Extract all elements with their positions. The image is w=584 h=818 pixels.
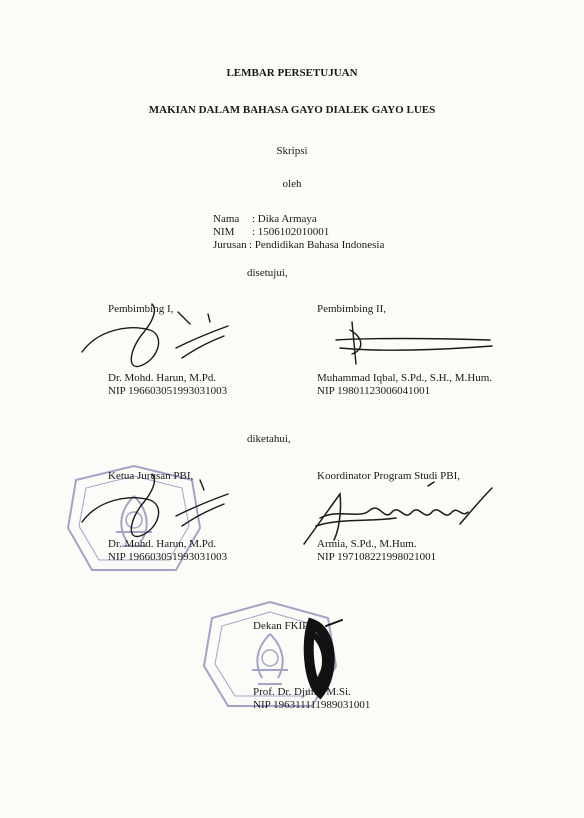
coordinator-signature	[300, 478, 500, 550]
head-dept-name: Dr. Mohd. Harun, M.Pd.	[108, 538, 217, 550]
advisor2-role: Pembimbing II,	[317, 303, 387, 315]
coordinator-role: Koordinator Program Studi PBI,	[317, 470, 460, 482]
dean-nip: NIP 196311111989031001	[253, 699, 371, 711]
advisor2-signature	[330, 318, 500, 370]
nim-label: NIM	[213, 226, 235, 238]
department-label: Jurusan	[213, 239, 247, 251]
dean-signature	[290, 612, 350, 700]
advisor1-signature	[78, 300, 238, 372]
advisor1-name: Dr. Mohd. Harun, M.Pd.	[108, 372, 217, 384]
head-dept-role: Ketua Jurusan PBI,	[108, 470, 194, 482]
advisor1-role: Pembimbing I,	[108, 303, 174, 315]
head-dept-signature	[78, 470, 238, 540]
name-label: Nama	[213, 213, 240, 225]
coordinator-name: Armia, S.Pd., M.Hum.	[317, 538, 417, 550]
advisor1-nip: NIP 196603051993031003	[108, 385, 228, 397]
coordinator-nip: NIP 197108221998021001	[317, 551, 437, 563]
dean-role: Dekan FKIP,	[253, 620, 310, 632]
department-value: : Pendidikan Bahasa Indonesia	[249, 239, 385, 251]
nim-value: : 1506102010001	[252, 226, 330, 238]
thesis-title: MAKIAN DALAM BAHASA GAYO DIALEK GAYO LUES	[148, 104, 436, 116]
document-type: Skripsi	[276, 145, 308, 157]
by-label: oleh	[282, 178, 302, 190]
advisor2-nip: NIP 19801123006041001	[317, 385, 431, 397]
head-dept-nip: NIP 196603051993031003	[108, 551, 228, 563]
dean-name: Prof. Dr. Djufri, M.Si.	[253, 686, 351, 698]
page-heading: LEMBAR PERSETUJUAN	[226, 67, 358, 79]
approved-label: disetujui,	[247, 267, 288, 279]
advisor2-name: Muhammad Iqbal, S.Pd., S.H., M.Hum.	[317, 372, 493, 384]
name-value: : Dika Armaya	[252, 213, 317, 225]
acknowledged-label: diketahui,	[247, 433, 291, 445]
